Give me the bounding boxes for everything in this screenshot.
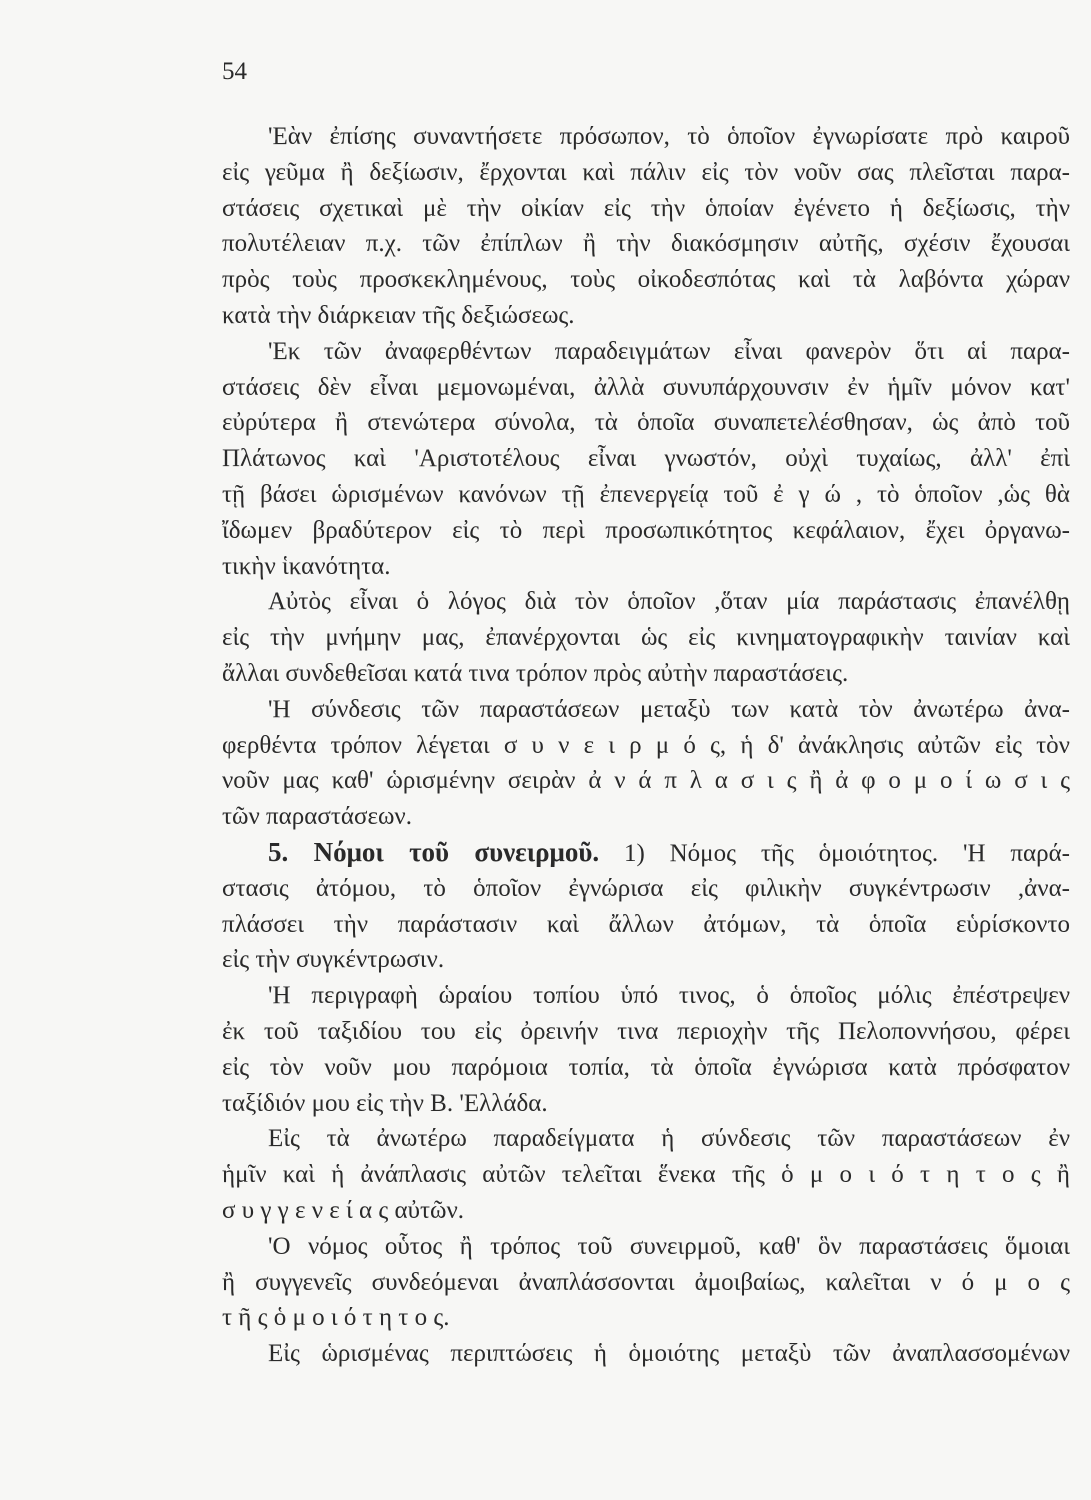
line-text: τ ῆ ς ὁ μ ο ι ό τ η τ ο ς. <box>222 1304 450 1332</box>
text-line <box>222 1193 1070 1229</box>
line-text: τῶν παραστάσεων. <box>222 803 412 831</box>
line-text: στάσεις δὲν εἶναι μεμονωμέναι, ἀλλὰ συνυπάρχουνσιν ἐν ἡμῖν μόνον κατ' <box>222 373 1070 401</box>
line-text: τικὴν ἱκανότητα. <box>222 552 391 580</box>
line-text: εὐρύτερα ἢ στενώτερα σύνολα, τὰ ὁποῖα συναπετελέσθησαν, ὡς ἀπὸ τοῦ <box>222 409 1070 437</box>
line-text: πλάσσει τὴν παράστασιν καὶ ἄλλων ἀτόμων, τὰ ὁποῖα εὑρίσκοντο <box>222 910 1070 938</box>
text-line <box>222 191 1070 227</box>
line-text: ἴδωμεν βραδύτερον εἰς τὸ περὶ προσωπικότητος κεφάλαιον, ἔχει ὀργανω- <box>222 516 1070 544</box>
text-line <box>222 1336 1070 1372</box>
text-line <box>222 1265 1070 1301</box>
line-text: Εἰς ὡρισμένας περιπτώσεις ἡ ὁμοιότης μεταξὺ τῶν ἀναπλασσομένων <box>268 1340 1070 1368</box>
line-text: πολυτέλειαν π.χ. τῶν ἐπίπλων ἢ τὴν διακόσμησιν αὐτῆς, σχέσιν ἔχουσαι <box>222 230 1070 258</box>
text-line <box>222 1014 1070 1050</box>
line-text: εἰς τὴν συγκέντρωσιν. <box>222 946 445 974</box>
line-text: ἢ συγγενεῖς συνδεόμεναι ἀναπλάσσονται ἀμοιβαίως, καλεῖται ν ό μ ο ς <box>222 1268 1070 1296</box>
line-text: ταξίδιόν μου εἰς τὴν Β. 'Ελλάδα. <box>222 1089 548 1117</box>
line-text: 'Εκ τῶν ἀναφερθέντων παραδειγμάτων εἶναι φανερὸν ὅτι αἱ παρα- <box>268 337 1070 365</box>
page-number: 54 <box>222 58 247 85</box>
text-line <box>222 1300 1070 1336</box>
line-text: στάσεις σχετικαὶ μὲ τὴν οἰκίαν εἰς τὴν ὁποίαν ἐγένετο ἡ δεξίωσις, τὴν <box>222 194 1070 222</box>
line-text: φερθέντα τρόπον λέγεται σ υ ν ε ι ρ μ ό ς, ἡ δ' ἀνάκλησις αὐτῶν εἰς τὸν <box>222 731 1070 759</box>
text-line <box>222 1157 1070 1193</box>
section-heading: 5. Νόμοι τοῦ συνειρμοῦ. <box>268 836 600 867</box>
line-text: 1) Νόμος τῆς ὁμοιότητος. 'Η παρά- <box>599 839 1070 867</box>
line-text: κατὰ τὴν διάρκειαν τῆς δεξιώσεως. <box>222 301 575 329</box>
line-text: 'Η σύνδεσις τῶν παραστάσεων μεταξὺ των κατὰ τὸν ἀνωτέρω ἀνα- <box>268 695 1070 723</box>
text-line <box>222 441 1070 477</box>
line-text: ἐκ τοῦ ταξιδίου του εἰς ὀρεινήν τινα περιοχὴν τῆς Πελοποννήσου, φέρει <box>222 1017 1070 1045</box>
text-line <box>222 871 1070 907</box>
text-line <box>222 978 1070 1014</box>
text-line <box>222 119 1070 155</box>
line-text: πρὸς τοὺς προσκεκλημένους, τοὺς οἰκοδεσπότας καὶ τὰ λαβόντα χώραν <box>222 266 1070 294</box>
text-line <box>222 728 1070 764</box>
line-text: 'Εὰν ἐπίσης συναντήσετε πρόσωπον, τὸ ὁποῖον ἐγνωρίσατε πρὸ καιροῦ <box>268 123 1070 150</box>
text-line <box>222 334 1070 370</box>
line-text: τῇ βάσει ὡρισμένων κανόνων τῇ ἐπενεργείᾳ τοῦ ἐ γ ώ , τὸ ὁποῖον ,ὡς θὰ <box>222 480 1070 508</box>
text-line <box>222 1050 1070 1086</box>
text-line <box>222 692 1070 728</box>
text-line <box>222 584 1070 620</box>
text-line <box>222 262 1070 298</box>
line-text: Αὐτὸς εἶναι ὁ λόγος διὰ τὸν ὁποῖον ,ὅταν μία παράστασις ἐπανέλθῃ <box>268 588 1070 616</box>
line-text: ἡμῖν καὶ ἡ ἀνάπλασις αὐτῶν τελεῖται ἕνεκα τῆς ὁ μ ο ι ό τ η τ ο ς ἢ <box>222 1161 1070 1189</box>
line-text: σ υ γ γ ε ν ε ί α ς αὐτῶν. <box>222 1196 465 1224</box>
line-text: εἰς τὸν νοῦν μου παρόμοια τοπία, τὰ ὁποῖα ἐγνώρισα κατὰ πρόσφατον <box>222 1053 1070 1081</box>
text-line <box>222 1229 1070 1265</box>
line-text: ἄλλαι συνδεθεῖσαι κατά τινα τρόπον πρὸς αὐτὴν παραστάσεις. <box>222 659 849 687</box>
text-line <box>222 477 1070 513</box>
text-line <box>222 1121 1070 1157</box>
text-line <box>222 155 1070 191</box>
line-text: 'Η περιγραφὴ ὡραίου τοπίου ὑπό τινος, ὁ ὁποῖος μόλις ἐπέστρεψεν <box>268 982 1070 1010</box>
text-line <box>222 549 1070 585</box>
line-text: Πλάτωνος καὶ 'Αριστοτέλους εἶναι γνωστόν, οὐχὶ τυχαίως, ἀλλ' ἐπὶ <box>222 445 1070 473</box>
line-text: στασις ἀτόμου, τὸ ὁποῖον ἐγνώρισα εἰς φιλικὴν συγκέντρωσιν ,ἀνα- <box>222 874 1070 902</box>
text-line <box>222 620 1070 656</box>
section-heading-line <box>222 835 1070 871</box>
text-line <box>222 907 1070 943</box>
text-line <box>222 656 1070 692</box>
body-text <box>222 119 1070 1372</box>
line-text: Εἰς τὰ ἀνωτέρω παραδείγματα ἡ σύνδεσις τῶν παραστάσεων ἐν <box>268 1125 1070 1153</box>
line-text: νοῦν μας καθ' ὡρισμένην σειρὰν ἀ ν ά π λ α σ ι ς ἢ ἀ φ ο μ ο ί ω σ ι ς <box>222 767 1070 795</box>
text-line <box>222 513 1070 549</box>
text-line <box>222 298 1070 334</box>
line-text: εἰς τὴν μνήμην μας, ἐπανέρχονται ὡς εἰς κινηματογραφικὴν ταινίαν καὶ <box>222 624 1070 652</box>
line-text: 'Ο νόμος οὗτος ἢ τρόπος τοῦ συνειρμοῦ, καθ' ὃν παραστάσεις ὅμοιαι <box>268 1232 1070 1260</box>
text-line <box>222 942 1070 978</box>
text-line <box>222 405 1070 441</box>
text-line <box>222 1086 1070 1122</box>
text-line <box>222 370 1070 406</box>
line-text: εἰς γεῦμα ἢ δεξίωσιν, ἔρχονται καὶ πάλιν εἰς τὸν νοῦν σας πλεῖσται παρα- <box>222 158 1070 186</box>
text-line <box>222 763 1070 799</box>
text-line <box>222 799 1070 835</box>
text-line <box>222 226 1070 262</box>
